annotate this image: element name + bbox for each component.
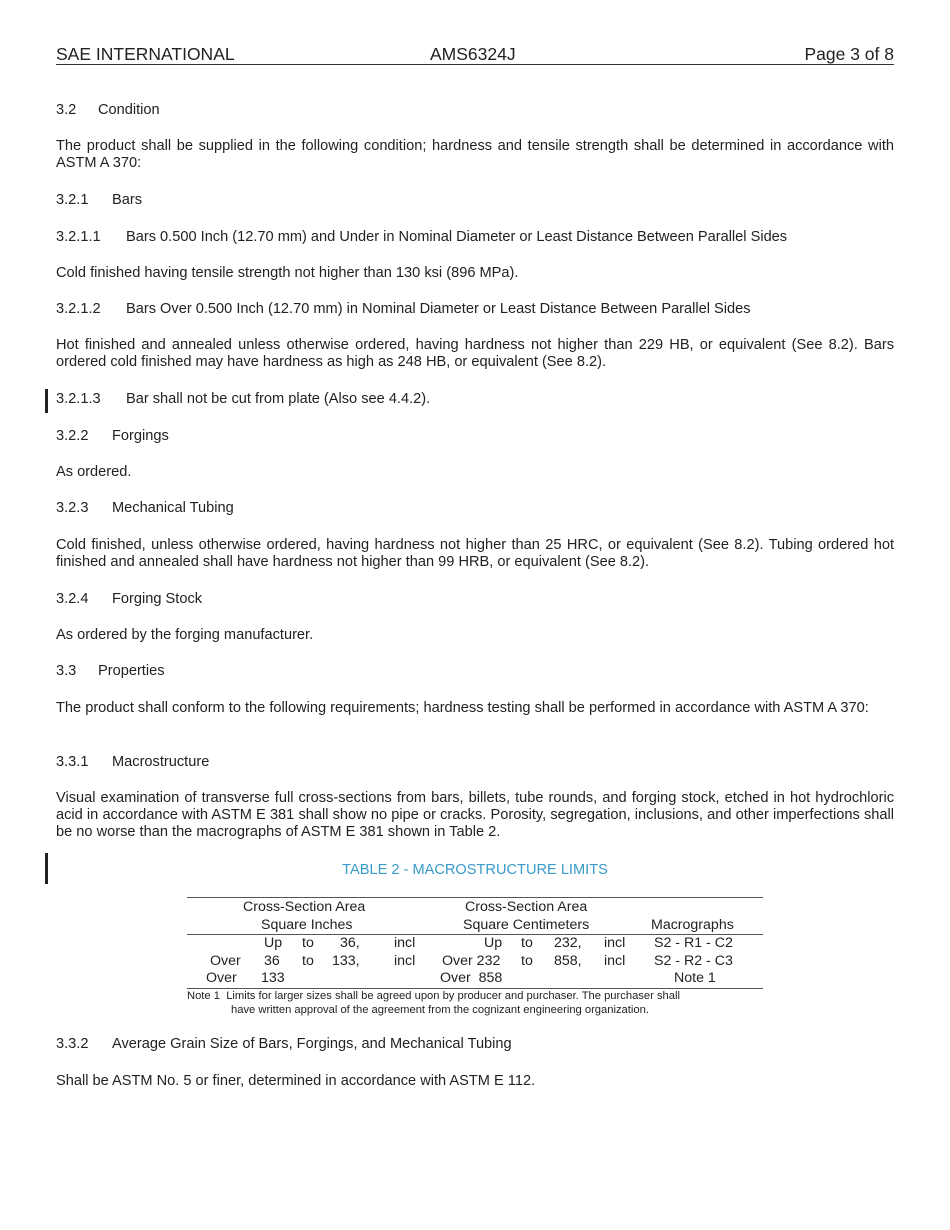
cell-cm-low: Over 232 [442,953,501,969]
cell-incl: incl [604,953,626,969]
cell-cm-low: Over 858 [440,970,503,986]
section-heading-3-2-2 [56,428,894,445]
revision-change-bar [45,389,48,413]
section-title: Macrostructure [112,754,210,770]
paragraph-3-2-1-1: Cold finished having tensile strength not higher than 130 ksi (896 MPa). [56,265,519,281]
section-title: Forging Stock [112,591,203,607]
section-title: Condition [98,102,160,118]
section-number: 3.2.1.3 [56,391,101,407]
header-org: SAE INTERNATIONAL [56,44,235,64]
section-number: 3.2 [56,102,77,118]
cell-incl: incl [394,953,416,969]
paragraph-3-3: The product shall conform to the following requirements; hardness testing shall be performed in accordance with ASTM A 370: [56,700,869,716]
cell-to: to [521,953,533,969]
section-heading-3-2-1-1 [56,229,894,246]
cell-to: to [521,935,533,951]
section-number: 3.2.1 [56,192,89,208]
section-number: 3.2.1.2 [56,301,101,317]
header-col2-line2: Square Centimeters [463,917,590,933]
paragraph-3-2-1-2: Hot finished and annealed unless otherwise ordered, having hardness not higher than 229 HB, or equivalent (See 8.2). Bars ordered cold finished may have hardness as high as 248 HB, or equivalent (See 8.2). [56,337,894,370]
note-label: Note 1 [187,990,220,1002]
cell-inch-low: 133 [261,970,285,986]
cell-cm-high: 232, [554,935,582,951]
note-line-2: have written approval of the agreement from the cognizant engineering organization. [231,1004,649,1016]
section-number: 3.2.4 [56,591,89,607]
paragraph-3-2-3: Cold finished, unless otherwise ordered, having hardness not higher than 25 HRC, or equivalent (See 8.2). Tubing ordered hot finished and annealed shall have hardness not higher than 99 HRB, or equivalent (See 8.2). [56,537,894,570]
cell-cm-high: 858, [554,953,582,969]
header-col2-line1: Cross-Section Area [465,899,588,915]
cell-macrograph: Note 1 [674,970,716,986]
section-number: 3.2.3 [56,500,89,516]
cell-inch-low: 36 [264,953,280,969]
section-heading-3-2-1-2 [56,301,894,318]
paragraph-3-2-2: As ordered. [56,464,132,480]
cell-inch-high: 133, [332,953,360,969]
header-col3: Macrographs [651,917,734,933]
section-title: Bar shall not be cut from plate (Also see 4.4.2). [126,391,431,407]
section-heading-3-3 [56,663,894,680]
section-heading-3-2-4 [56,591,894,608]
page-header [56,44,894,65]
section-title: Mechanical Tubing [112,500,234,516]
section-title: Bars Over 0.500 Inch (12.70 mm) in Nominal Diameter or Least Distance Between Parallel Sides [126,301,751,317]
section-number: 3.3.2 [56,1036,89,1052]
table-top-rule [187,897,763,898]
table-title: TABLE 2 - MACROSTRUCTURE LIMITS [342,862,608,878]
section-heading-3-2-1 [56,192,894,209]
section-title: Properties [98,663,165,679]
section-number: 3.2.1.1 [56,229,101,245]
section-heading-3-2-3 [56,500,894,517]
section-title: Bars [112,192,143,208]
paragraph-3-3-2: Shall be ASTM No. 5 or finer, determined in accordance with ASTM E 112. [56,1073,536,1089]
section-heading-3-3-2 [56,1036,894,1053]
section-heading-3-2 [56,102,894,119]
cell-incl: incl [604,935,626,951]
header-col1-line2: Square Inches [261,917,353,933]
cell-prefix: Over [210,953,241,969]
header-doc-id: AMS6324J [430,44,516,64]
cell-macrograph: S2 - R2 - C3 [654,953,733,969]
cell-inch-low: Up [264,935,283,951]
paragraph-3-2-4: As ordered by the forging manufacturer. [56,627,314,643]
table-note [187,989,680,1003]
paragraph-3-2: The product shall be supplied in the following condition; hardness and tensile strength shall be determined in accordance with ASTM A 370: [56,138,894,171]
section-number: 3.3.1 [56,754,89,770]
cell-inch-high: 36, [340,935,360,951]
section-title: Average Grain Size of Bars, Forgings, and Mechanical Tubing [112,1036,512,1052]
section-number: 3.3 [56,663,77,679]
cell-macrograph: S2 - R1 - C2 [654,935,733,951]
section-title: Bars 0.500 Inch (12.70 mm) and Under in Nominal Diameter or Least Distance Between Parallel Sides [126,229,788,245]
cell-to: to [302,953,314,969]
cell-to: to [302,935,314,951]
section-title: Forgings [112,428,169,444]
paragraph-3-3-1: Visual examination of transverse full cross-sections from bars, billets, tube rounds, and forging stock, etched in hot hydrochloric acid in accordance with ASTM E 381 shall show no pipe or cracks. Porosity, segregation, inclusions, and other imperfections shall be no worse than the macrographs of ASTM E 381 shown in Table 2. [56,790,894,840]
cell-cm-low: Up [484,935,503,951]
header-col1-line1: Cross-Section Area [243,899,366,915]
section-heading-3-2-1-3 [56,391,894,408]
section-number: 3.2.2 [56,428,89,444]
cell-incl: incl [394,935,416,951]
section-heading-3-3-1 [56,754,894,771]
note-line-1: Limits for larger sizes shall be agreed upon by producer and purchaser. The purchaser shall [226,990,680,1002]
cell-prefix: Over [206,970,237,986]
header-page-number: Page 3 of 8 [804,44,894,64]
